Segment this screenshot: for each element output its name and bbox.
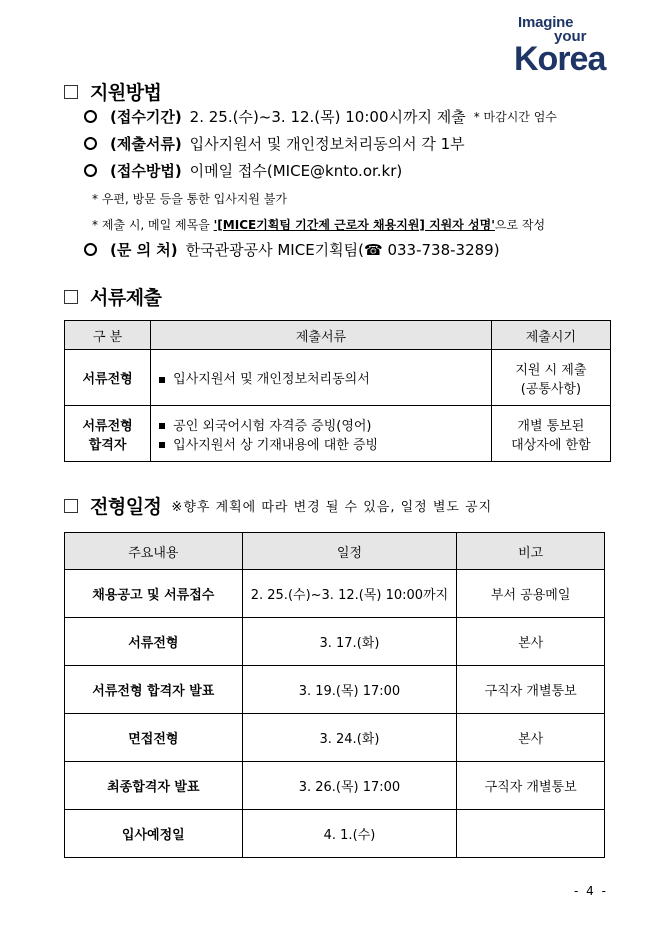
docs-cell [151,350,492,406]
date-cell: 3. 17.(화) [242,618,457,666]
section-note: ※향후 계획에 따라 변경 될 수 있음, 일정 별도 공지 [171,500,493,515]
table-row [65,714,605,762]
square-bullet-icon [159,377,165,383]
schedule-table [64,532,605,858]
checkbox-square-icon [64,290,78,304]
remark-cell: 본사 [457,714,605,762]
item-label: (접수방법) [110,162,182,180]
item-label: (문 의 처) [110,241,178,259]
remark-cell: 부서 공용메일 [457,570,605,618]
date-cell: 3. 19.(목) 17:00 [242,666,457,714]
circle-bullet-icon [84,243,97,256]
section-application-method [64,78,161,105]
header-cell: 일정 [242,533,457,570]
table-row [65,810,605,858]
header-cell: 주요내용 [65,533,243,570]
item-value: 2. 25.(수)~3. 12.(목) 10:00시까지 제출 [189,108,466,126]
docs-cell [151,406,492,462]
section-title: 서류제출 [90,287,162,309]
section-title: 지원방법 [90,82,162,104]
subnote-no-mail: * 우편, 방문 등을 통한 입사지원 불가 [92,192,287,206]
remark-cell: 본사 [457,618,605,666]
date-cell: 2. 25.(수)~3. 12.(목) 10:00까지 [242,570,457,618]
table-row [65,666,605,714]
header-cell: 구 분 [65,321,151,350]
item-value: 이메일 접수(MICE@knto.or.kr) [189,162,403,180]
doc-item: 공인 외국어시험 자격증 증빙(영어) [173,418,372,434]
timing-cell [491,406,610,462]
item-value: 한국관광공사 MICE기획팀(☎ 033-738-3289) [185,241,500,259]
date-cell: 4. 1.(수) [242,810,457,858]
item-cell: 서류전형 합격자 발표 [65,666,243,714]
timing-line: 개별 통보된 [517,418,585,434]
category-cell: 서류전형 [65,350,151,406]
item-reception-period [84,106,557,127]
checkbox-square-icon [64,499,78,513]
page-number: - 4 - [574,884,608,898]
remark-cell: 구직자 개별통보 [457,762,605,810]
timing-line: 대상자에 한함 [511,437,591,453]
timing-cell [491,350,610,406]
item-label: (접수기간) [110,108,182,126]
remark-cell: 구직자 개별통보 [457,666,605,714]
imagine-your-korea-logo [512,14,610,80]
date-cell: 3. 24.(화) [242,714,457,762]
circle-bullet-icon [84,137,97,150]
table-row [65,762,605,810]
section-schedule [64,492,492,519]
section-title: 전형일정 [90,496,162,518]
table-row [65,406,611,462]
item-cell: 서류전형 [65,618,243,666]
item-reception-method [84,160,402,181]
logo-line-korea: Korea [514,40,606,78]
section-document-submission [64,283,161,310]
item-contact [84,239,500,260]
item-value: 입사지원서 및 개인정보처리동의서 각 1부 [189,135,465,153]
circle-bullet-icon [84,110,97,123]
item-cell: 채용공고 및 서류접수 [65,570,243,618]
item-cell: 입사예정일 [65,810,243,858]
item-label: (제출서류) [110,135,182,153]
document-table [64,320,611,462]
category-line: 합격자 [88,437,127,453]
item-submission-docs [84,133,465,154]
category-cell [65,406,151,462]
header-cell: 비고 [457,533,605,570]
table-row [65,570,605,618]
square-bullet-icon [159,423,165,429]
item-cell: 최종합격자 발표 [65,762,243,810]
doc-item: 입사지원서 상 기재내용에 대한 증빙 [173,437,379,453]
timing-line: 지원 시 제출 [515,362,587,378]
header-cell: 제출서류 [151,321,492,350]
doc-item: 입사지원서 및 개인정보처리동의서 [173,372,370,387]
header-cell: 제출시기 [491,321,610,350]
item-cell: 면접전형 [65,714,243,762]
remark-cell [457,810,605,858]
subnote-bold-text: '[MICE기획팀 기간제 근로자 채용지원] 지원자 성명' [213,218,495,232]
table-row [65,350,611,406]
table-header-row [65,533,605,570]
subnote-email-subject [92,216,545,233]
logo-line-imagine: Imagine [518,14,574,31]
circle-bullet-icon [84,164,97,177]
category-line: 서류전형 [82,418,133,434]
timing-line: (공통사항) [520,381,582,397]
subnote-text: * 제출 시, 메일 제목을 [92,218,214,232]
table-header-row [65,321,611,350]
subnote-text: 으로 작성 [494,218,546,232]
logo-line-your: your [554,28,587,45]
item-note: * 마감시간 엄수 [473,110,557,124]
square-bullet-icon [159,442,165,448]
table-row [65,618,605,666]
checkbox-square-icon [64,85,78,99]
date-cell: 3. 26.(목) 17:00 [242,762,457,810]
